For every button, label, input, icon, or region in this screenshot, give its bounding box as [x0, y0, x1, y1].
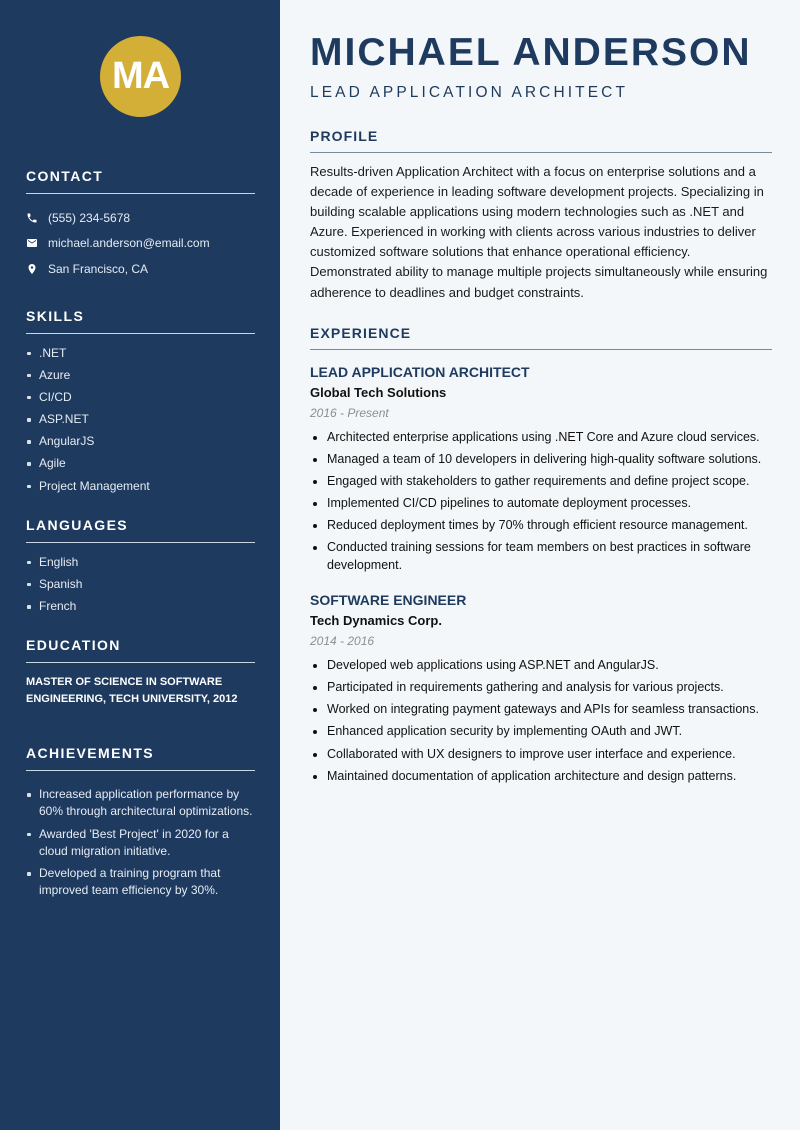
- main-content: [310, 0, 772, 790]
- language-item: Spanish: [26, 576, 255, 593]
- contact-email: [26, 231, 255, 257]
- language-item: English: [26, 554, 255, 571]
- skill-item: ASP.NET: [26, 411, 255, 428]
- job-entry: [310, 590, 772, 785]
- languages-list: [26, 554, 255, 615]
- job-title: LEAD APPLICATION ARCHITECT: [310, 363, 530, 380]
- phone-number: (555) 234-5678: [48, 210, 131, 225]
- achievement-item: Awarded 'Best Project' in 2020 for a cloud migration initiative.: [26, 826, 255, 860]
- job-dates: 2016 - Present: [310, 405, 389, 420]
- skills-list: [26, 345, 255, 495]
- candidate-title: LEAD APPLICATION ARCHITECT: [310, 84, 629, 101]
- job-bullet: Collaborated with UX designers to improve user interface and experience.: [310, 746, 772, 764]
- languages-section: [26, 517, 255, 615]
- achievement-item: Increased application performance by 60% through architectural optimizations.: [26, 786, 255, 820]
- profile-summary: Results-driven Application Architect with a focus on enterprise solutions and a decade of experience in leading software development projects. Specializing in building scalable applications using modern technologies such as .NET and Azure. Experienced in working with clients across various industries to deliver customized software solutions that enhance operational efficiency. Demonstrated ability to manage multiple projects simultaneously while ensuring adherence to deadlines and budget constraints.: [310, 164, 768, 300]
- candidate-name: MICHAEL ANDERSON: [310, 31, 752, 74]
- phone-icon: [26, 212, 38, 224]
- job-bullet: Architected enterprise applications using .NET Core and Azure cloud services.: [310, 429, 772, 447]
- achievement-item: Developed a training program that improved team efficiency by 30%.: [26, 865, 255, 899]
- job-bullet: Maintained documentation of application architecture and design patterns.: [310, 768, 772, 786]
- email-address: michael.anderson@email.com: [48, 236, 210, 251]
- job-company: Tech Dynamics Corp.: [310, 613, 442, 629]
- experience-section: [310, 325, 772, 785]
- job-bullet: Engaged with stakeholders to gather requirements and define project scope.: [310, 473, 772, 491]
- contact-phone: [26, 205, 255, 231]
- location-pin-icon: [26, 263, 38, 275]
- job-dates: 2014 - 2016: [310, 634, 375, 649]
- skill-item: CI/CD: [26, 389, 255, 406]
- language-item: French: [26, 598, 255, 615]
- job-title: SOFTWARE ENGINEER: [310, 592, 467, 609]
- job-bullet: Worked on integrating payment gateways and APIs for seamless transactions.: [310, 701, 772, 719]
- avatar-initials: MA: [111, 55, 170, 97]
- job-bullet-list: [310, 657, 772, 785]
- avatar: [100, 36, 181, 117]
- languages-heading: LANGUAGES: [26, 517, 255, 543]
- skill-item: Agile: [26, 455, 255, 472]
- experience-heading: EXPERIENCE: [310, 325, 772, 350]
- education-section: [26, 637, 255, 708]
- job-bullet: Participated in requirements gathering and analysis for various projects.: [310, 679, 772, 697]
- job-bullet: Conducted training sessions for team members on best practices in software development.: [310, 539, 772, 574]
- sidebar: [0, 0, 280, 1130]
- contact-section: [26, 168, 255, 282]
- job-bullet: Implemented CI/CD pipelines to automate deployment processes.: [310, 495, 772, 513]
- profile-heading: PROFILE: [310, 128, 772, 153]
- education-heading: EDUCATION: [26, 637, 255, 663]
- skill-item: .NET: [26, 345, 255, 362]
- contact-heading: CONTACT: [26, 168, 255, 194]
- job-bullet: Enhanced application security by implementing OAuth and JWT.: [310, 723, 772, 741]
- email-icon: [26, 237, 38, 249]
- achievements-heading: ACHIEVEMENTS: [26, 745, 255, 771]
- achievements-section: [26, 745, 255, 899]
- job-bullet: Managed a team of 10 developers in delivering high-quality software solutions.: [310, 451, 772, 469]
- skills-section: [26, 308, 255, 495]
- location-text: San Francisco, CA: [48, 261, 149, 276]
- profile-section: [310, 128, 772, 303]
- skill-item: Azure: [26, 367, 255, 384]
- job-bullet: Reduced deployment times by 70% through efficient resource management.: [310, 517, 772, 535]
- job-entry: [310, 362, 772, 574]
- skill-item: Project Management: [26, 478, 255, 495]
- skills-heading: SKILLS: [26, 308, 255, 334]
- contact-list: [26, 205, 255, 282]
- skill-item: AngularJS: [26, 433, 255, 450]
- contact-location: [26, 256, 255, 282]
- job-bullet-list: [310, 429, 772, 574]
- education-degree: MASTER OF SCIENCE IN SOFTWARE ENGINEERING, TECH UNIVERSITY, 2012: [26, 676, 238, 705]
- job-company: Global Tech Solutions: [310, 384, 447, 400]
- job-bullet: Developed web applications using ASP.NET and AngularJS.: [310, 657, 772, 675]
- achievements-list: [26, 786, 255, 899]
